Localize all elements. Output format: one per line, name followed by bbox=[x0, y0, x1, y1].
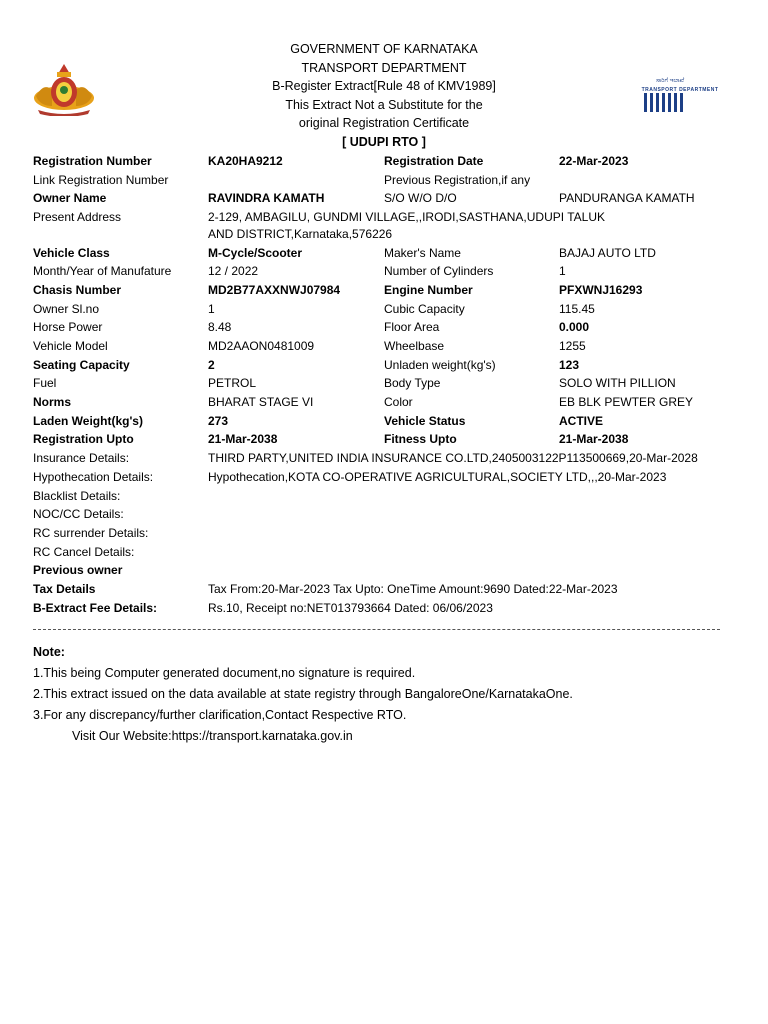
value-vehicle-class: M-Cycle/Scooter bbox=[208, 245, 303, 260]
value-body-type: SOLO WITH PILLION bbox=[559, 376, 676, 391]
value-color: EB BLK PEWTER GREY bbox=[559, 395, 694, 410]
note-1: 1.This being Computer generated document,no signature is required. bbox=[33, 666, 416, 680]
row-tax-details bbox=[33, 581, 733, 600]
label-hypothecation-details: Hypothecation Details: bbox=[33, 469, 154, 484]
header-disclaimer: This Extract Not a Substitute for the bbox=[285, 97, 483, 112]
value-owner-slno: 1 bbox=[208, 301, 215, 316]
value-norms: BHARAT STAGE VI bbox=[208, 395, 314, 410]
label-fuel: Fuel bbox=[33, 376, 57, 391]
row-horse-power bbox=[33, 319, 733, 338]
label-vehicle-status: Vehicle Status bbox=[384, 413, 466, 428]
value-wheelbase: 1255 bbox=[559, 339, 586, 353]
row-owner-name bbox=[33, 190, 733, 209]
rto-name: [ UDUPI RTO ] bbox=[342, 134, 426, 149]
row-blacklist-details bbox=[33, 488, 733, 507]
label-link-registration-number: Link Registration Number bbox=[33, 172, 169, 187]
value-registration-upto: 21-Mar-2038 bbox=[208, 432, 278, 447]
label-previous-registration: Previous Registration,if any bbox=[384, 172, 531, 187]
row-hypothecation-details bbox=[33, 469, 733, 488]
transport-logo-kannada: ಸಾರಿಗೆ ಇಲಾಖೆ bbox=[656, 78, 685, 84]
value-insurance-details: THIRD PARTY,UNITED INDIA INSURANCE CO.LTD,2405003122P113500669,20-Mar-2028 bbox=[208, 451, 698, 466]
value-vehicle-status: ACTIVE bbox=[559, 413, 604, 428]
label-b-extract-fee-details: B-Extract Fee Details: bbox=[33, 600, 158, 615]
value-floor-area: 0.000 bbox=[559, 320, 590, 335]
row-previous-owner bbox=[33, 562, 733, 581]
value-horse-power: 8.48 bbox=[208, 320, 232, 335]
row-insurance-details bbox=[33, 450, 733, 469]
label-norms: Norms bbox=[33, 395, 72, 410]
row-registration-number bbox=[33, 153, 733, 172]
value-hypothecation-details: Hypothecation,KOTA CO-OPERATIVE AGRICULTURAL,SOCIETY LTD,,,20-Mar-2023 bbox=[208, 469, 667, 484]
label-cubic-capacity: Cubic Capacity bbox=[384, 301, 465, 316]
value-laden-weight: 273 bbox=[208, 413, 229, 428]
label-engine-number: Engine Number bbox=[384, 282, 473, 297]
label-owner-name: Owner Name bbox=[33, 191, 107, 206]
label-laden-weight: Laden Weight(kg's) bbox=[33, 413, 143, 428]
value-present-address: 2-129, AMBAGILU, GUNDMI VILLAGE,,IRODI,SASTHANA,UDUPI TALUK AND DISTRICT,Karnataka,576226 bbox=[208, 210, 605, 242]
label-chasis-number: Chasis Number bbox=[33, 282, 122, 297]
label-blacklist-details: Blacklist Details: bbox=[33, 488, 121, 503]
label-vehicle-model: Vehicle Model bbox=[33, 339, 108, 353]
value-makers-name: BAJAJ AUTO LTD bbox=[559, 245, 656, 260]
label-owner-slno: Owner Sl.no bbox=[33, 301, 100, 316]
header-department: TRANSPORT DEPARTMENT bbox=[301, 60, 467, 75]
transport-logo-bars bbox=[644, 93, 683, 112]
label-registration-number: Registration Number bbox=[33, 154, 152, 168]
row-owner-slno bbox=[33, 301, 733, 320]
label-body-type: Body Type bbox=[384, 376, 441, 391]
label-insurance-details: Insurance Details: bbox=[33, 451, 130, 466]
row-fuel bbox=[33, 375, 733, 394]
label-previous-owner: Previous owner bbox=[33, 563, 123, 578]
label-present-address: Present Address bbox=[33, 210, 122, 225]
label-unladen-weight: Unladen weight(kg's) bbox=[384, 357, 496, 372]
karnataka-emblem-icon bbox=[30, 60, 98, 116]
value-b-extract-fee-details: Rs.10, Receipt no:NET013793664 Dated: 06/06/2023 bbox=[208, 600, 493, 615]
row-manufacture bbox=[33, 263, 733, 282]
label-wheelbase: Wheelbase bbox=[384, 339, 445, 353]
label-month-year-manufacture: Month/Year of Manufature bbox=[33, 264, 172, 279]
transport-department-logo bbox=[628, 80, 732, 114]
website-note: Visit Our Website:https://transport.karnataka.gov.in bbox=[72, 729, 353, 743]
header-extract-title: B-Register Extract[Rule 48 of KMV1989] bbox=[272, 79, 496, 94]
register-details bbox=[33, 153, 733, 618]
note-2: 2.This extract issued on the data available at state registry through BangaloreOne/KarnatakaOne. bbox=[33, 687, 573, 701]
row-link-registration bbox=[33, 172, 733, 191]
dashed-divider bbox=[33, 629, 720, 630]
label-color: Color bbox=[384, 395, 413, 410]
label-horse-power: Horse Power bbox=[33, 320, 103, 335]
label-relation: S/O W/O D/O bbox=[384, 191, 457, 206]
note-3: 3.For any discrepancy/further clarification,Contact Respective RTO. bbox=[33, 708, 407, 722]
value-registration-number: KA20HA9212 bbox=[208, 154, 283, 168]
row-seating-capacity bbox=[33, 357, 733, 376]
value-engine-number: PFXWNJ16293 bbox=[559, 282, 643, 297]
value-number-of-cylinders: 1 bbox=[559, 264, 566, 279]
value-seating-capacity: 2 bbox=[208, 357, 215, 372]
value-tax-details: Tax From:20-Mar-2023 Tax Upto: OneTime Amount:9690 Dated:22-Mar-2023 bbox=[208, 581, 618, 596]
notes-title: Note: bbox=[33, 645, 65, 659]
value-relation: PANDURANGA KAMATH bbox=[559, 191, 695, 206]
value-fitness-upto: 21-Mar-2038 bbox=[559, 432, 629, 447]
value-fuel: PETROL bbox=[208, 376, 257, 391]
row-b-extract-fee bbox=[33, 600, 733, 619]
row-vehicle-class bbox=[33, 245, 733, 264]
row-laden-weight bbox=[33, 413, 733, 432]
transport-logo-text: TRANSPORT DEPARTMENT bbox=[641, 87, 719, 93]
row-chasis-engine bbox=[33, 282, 733, 301]
notes-section bbox=[33, 642, 573, 747]
value-owner-name: RAVINDRA KAMATH bbox=[208, 191, 325, 206]
label-noc-cc-details: NOC/CC Details: bbox=[33, 507, 124, 522]
header-disclaimer-2: original Registration Certificate bbox=[298, 116, 470, 131]
value-chasis-number: MD2B77AXXNWJ07984 bbox=[208, 282, 341, 297]
label-seating-capacity: Seating Capacity bbox=[33, 357, 130, 372]
label-floor-area: Floor Area bbox=[384, 320, 440, 335]
value-cubic-capacity: 115.45 bbox=[559, 301, 595, 316]
label-number-of-cylinders: Number of Cylinders bbox=[384, 264, 494, 279]
header-government: GOVERNMENT OF KARNATAKA bbox=[290, 42, 478, 56]
row-present-address bbox=[33, 209, 733, 245]
label-tax-details: Tax Details bbox=[33, 581, 96, 596]
label-fitness-upto: Fitness Upto bbox=[384, 432, 457, 447]
row-registration-upto bbox=[33, 431, 733, 450]
label-rc-cancel-details: RC Cancel Details: bbox=[33, 544, 135, 559]
value-vehicle-model: MD2AAON0481009 bbox=[208, 339, 315, 353]
value-month-year-manufacture: 12 / 2022 bbox=[208, 264, 259, 279]
row-vehicle-model bbox=[33, 338, 733, 357]
label-vehicle-class: Vehicle Class bbox=[33, 245, 110, 260]
label-registration-upto: Registration Upto bbox=[33, 432, 134, 447]
row-rc-surrender-details bbox=[33, 525, 733, 544]
row-noc-cc-details bbox=[33, 506, 733, 525]
label-registration-date: Registration Date bbox=[384, 154, 484, 168]
label-makers-name: Maker's Name bbox=[384, 245, 461, 260]
value-registration-date: 22-Mar-2023 bbox=[559, 154, 629, 168]
label-rc-surrender-details: RC surrender Details: bbox=[33, 525, 149, 540]
row-norms bbox=[33, 394, 733, 413]
value-unladen-weight: 123 bbox=[559, 357, 580, 372]
row-rc-cancel-details bbox=[33, 544, 733, 563]
